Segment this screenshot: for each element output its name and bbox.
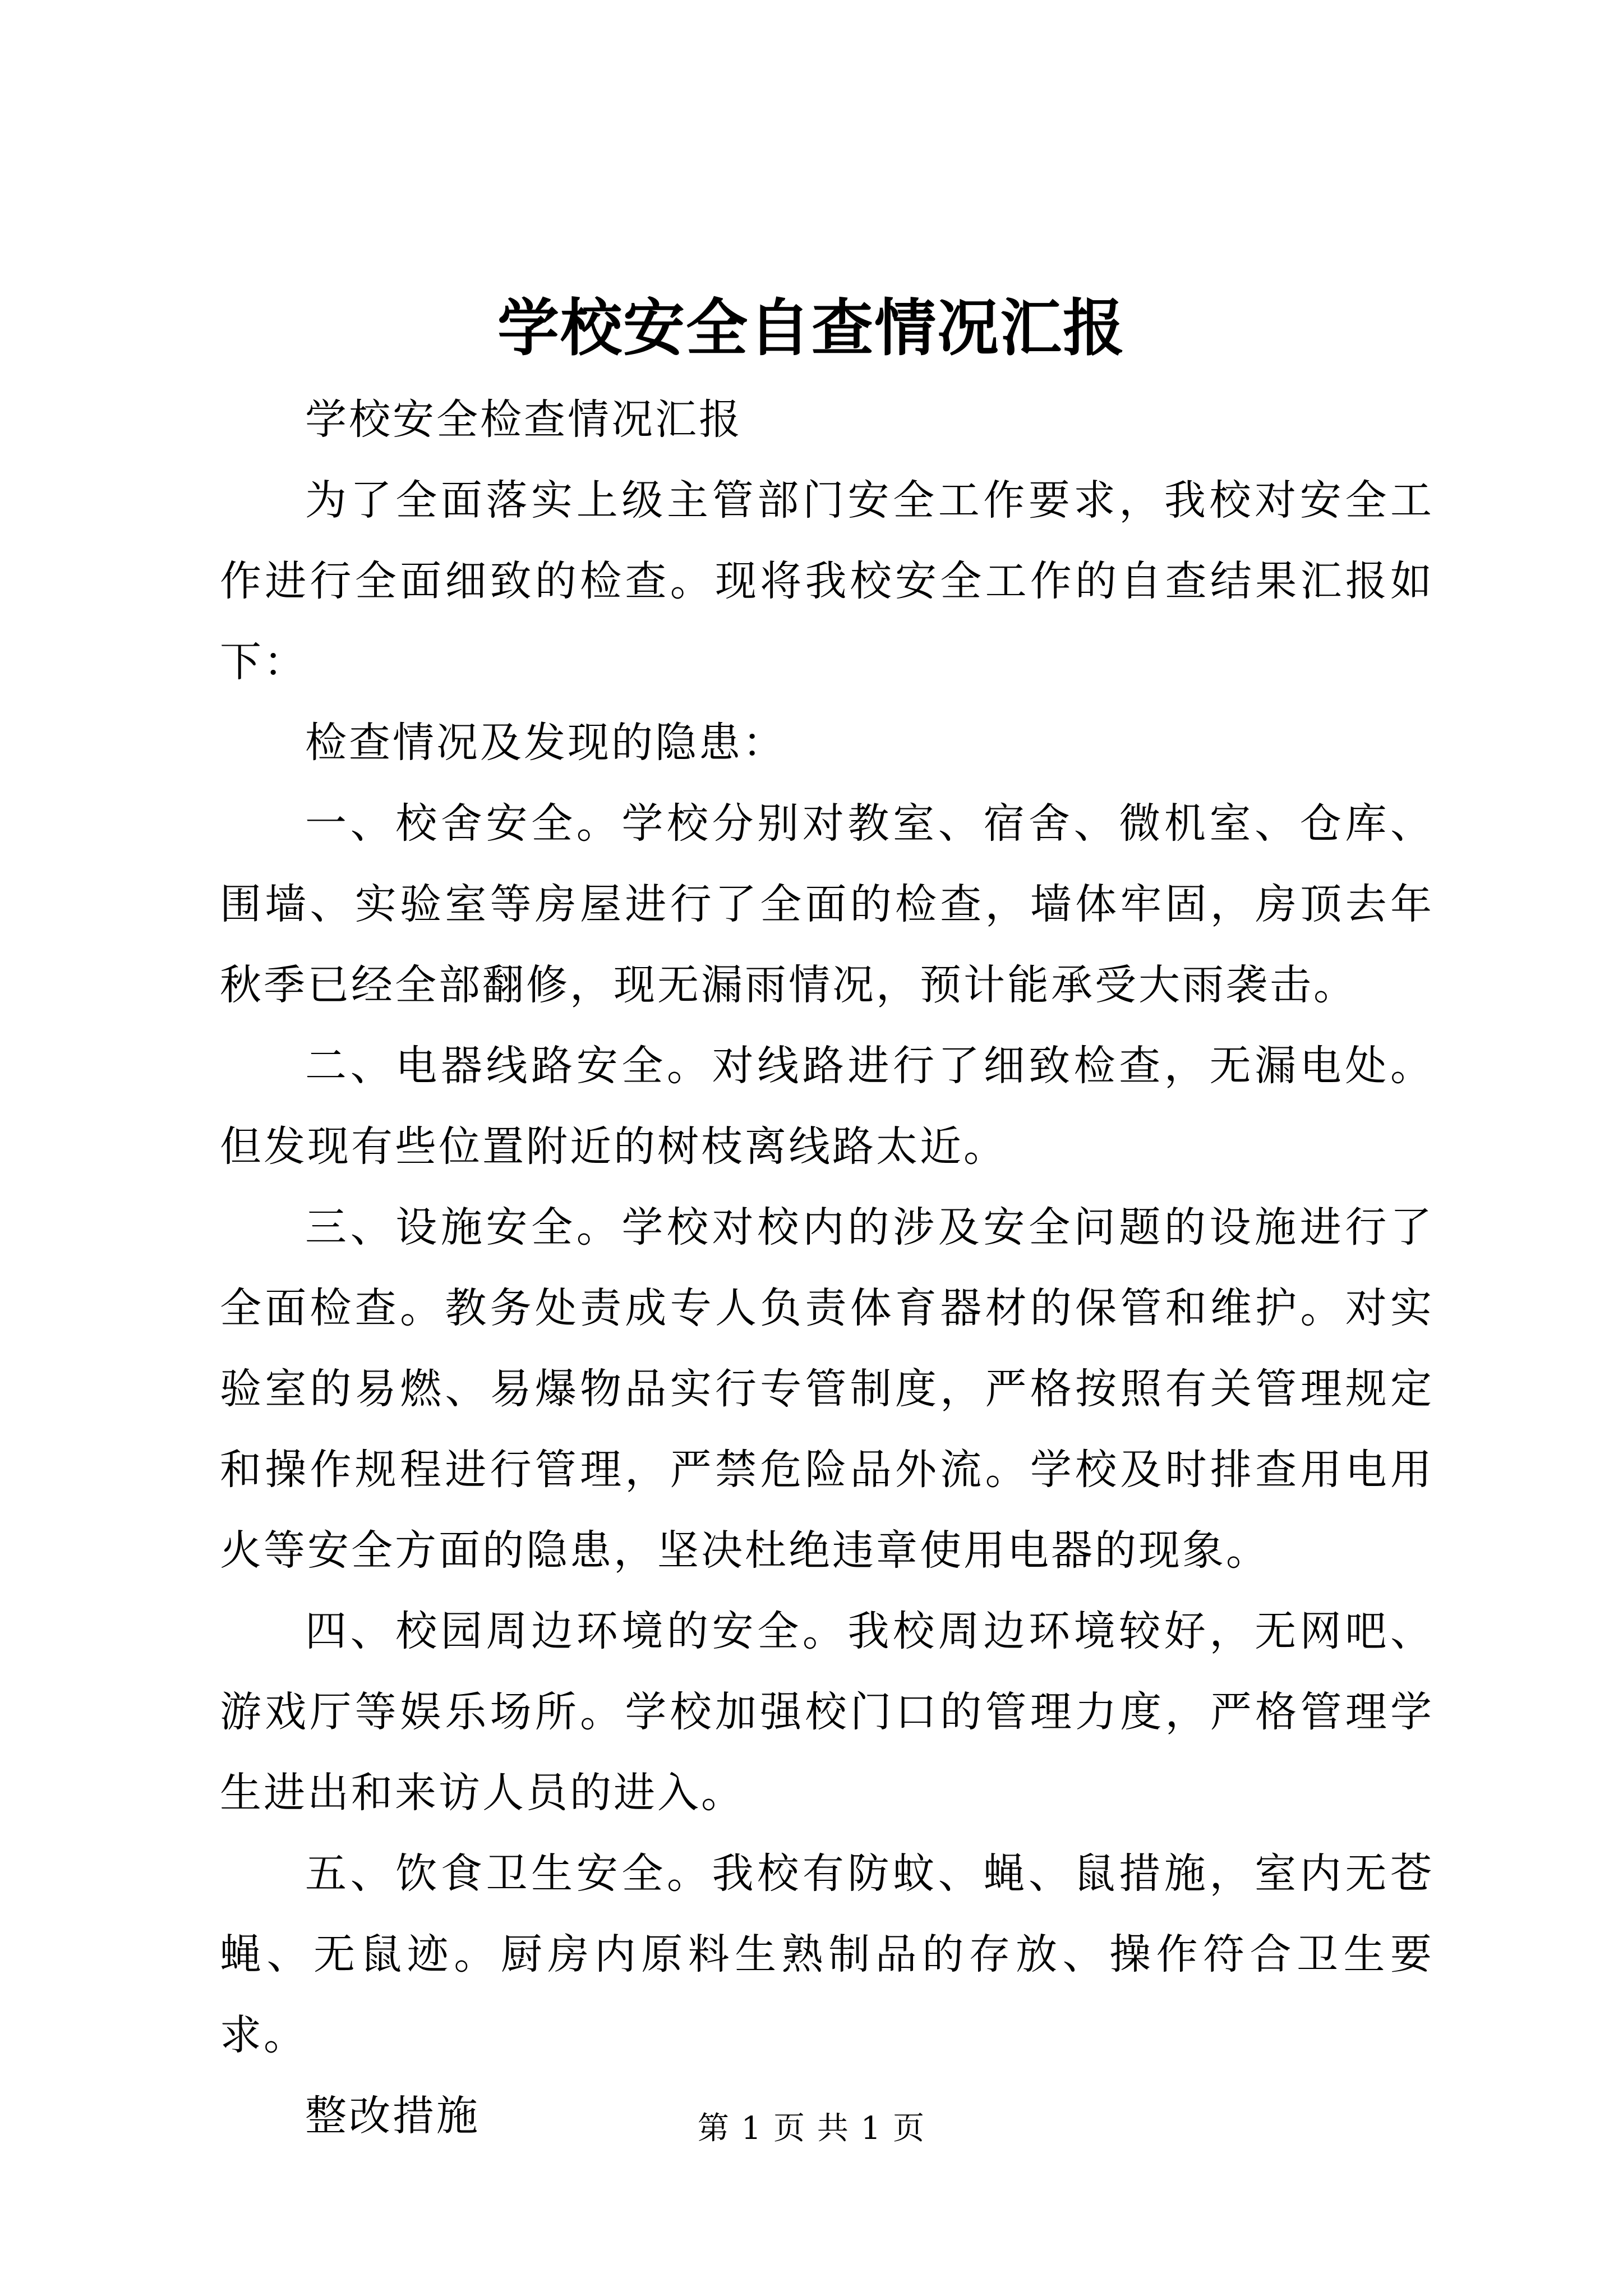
paragraph-electrical-safety: 二、电器线路安全。对线路进行了细致检查，无漏电处。但发现有些位置附近的树枝离线路太近。 bbox=[220, 1042, 1434, 1171]
page-footer: 第 1 页 共 1 页 bbox=[697, 2110, 926, 2147]
paragraph-facility-safety: 三、设施安全。学校对校内的涉及安全问题的设施进行了全面检查。教务处责成专人负责体育器材的保管和维护。对实验室的易燃、易爆物品实行专管制度，严格按照有关管理规定和操作规程进行管理，严禁危险品外流。学校及时排查用电用火等安全方面的隐患，坚决杜绝违章使用电器的现象。 bbox=[220, 1203, 1434, 1575]
document-title: 学校安全自查情况汇报 bbox=[497, 292, 1126, 364]
paragraph-building-safety: 一、校舍安全。学校分别对教室、宿舍、微机室、仓库、围墙、实验室等房屋进行了全面的检查，墙体牢固，房顶去年秋季已经全部翻修，现无漏雨情况，预计能承受大雨袭击。 bbox=[220, 799, 1434, 1009]
document-body bbox=[220, 379, 1434, 2156]
paragraph-intro: 为了全面落实上级主管部门安全工作要求，我校对安全工作进行全面细致的检查。现将我校安全工作的自查结果汇报如下： bbox=[220, 476, 1434, 686]
paragraph-campus-surroundings: 四、校园周边环境的安全。我校周边环境较好，无网吧、游戏厅等娱乐场所。学校加强校门口的管理力度，严格管理学生进出和来访人员的进入。 bbox=[220, 1607, 1434, 1817]
paragraph-findings-heading: 检查情况及发现的隐患： bbox=[305, 719, 786, 767]
paragraph-food-hygiene: 五、饮食卫生安全。我校有防蚊、蝇、鼠措施，室内无苍蝇、无鼠迹。厨房内原料生熟制品的存放、操作符合卫生要求。 bbox=[220, 1849, 1434, 2059]
paragraph-subtitle: 学校安全检查情况汇报 bbox=[305, 395, 743, 444]
paragraph-rectification-heading: 整改措施 bbox=[305, 2092, 480, 2140]
